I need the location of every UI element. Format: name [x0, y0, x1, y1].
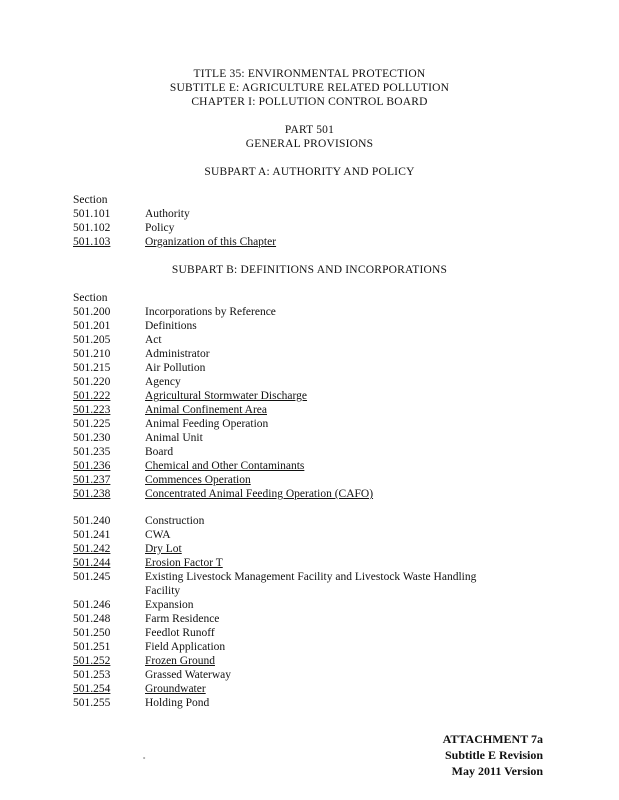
- section-title: Dry Lot: [145, 543, 182, 555]
- title-line: TITLE 35: ENVIRONMENTAL PROTECTION: [193, 68, 426, 80]
- section-title: Air Pollution: [145, 362, 206, 374]
- section-number: 501.240: [73, 515, 111, 527]
- section-number: 501.254: [73, 683, 111, 695]
- section-title: CWA: [145, 529, 171, 541]
- section-title: Grassed Waterway: [145, 669, 232, 681]
- subpart-b-heading: SUBPART B: DEFINITIONS AND INCORPORATIONS: [171, 264, 448, 276]
- section-number: 501.238: [73, 488, 111, 500]
- section-title: Field Application: [145, 641, 226, 653]
- section-title: Concentrated Animal Feeding Operation (CAFO): [145, 488, 374, 500]
- attachment-label: ATTACHMENT 7a: [442, 732, 543, 746]
- part-title: GENERAL PROVISIONS: [245, 138, 374, 150]
- section-title: Frozen Ground: [145, 655, 215, 667]
- section-number: 501.210: [73, 348, 111, 360]
- section-title: Administrator: [145, 348, 210, 360]
- section-number: 501.200: [73, 306, 111, 318]
- section-number: 501.253: [73, 669, 111, 681]
- section-number: 501.225: [73, 418, 111, 430]
- section-title: Policy: [145, 222, 175, 234]
- section-number: 501.205: [73, 334, 111, 346]
- section-number: 501.102: [73, 222, 111, 234]
- section-title: Erosion Factor T: [145, 557, 223, 569]
- section-number: 501.222: [73, 390, 111, 402]
- chapter-line: CHAPTER I: POLLUTION CONTROL BOARD: [191, 96, 428, 108]
- section-number: 501.235: [73, 446, 111, 458]
- section-number: 501.223: [73, 404, 111, 416]
- section-number: 501.101: [73, 208, 111, 220]
- scan-mark: °: [143, 757, 146, 763]
- part-number: PART 501: [284, 124, 335, 136]
- version-label: May 2011 Version: [451, 764, 543, 778]
- section-number: 501.237: [73, 474, 111, 486]
- section-number: 501.255: [73, 697, 111, 709]
- section-number: 501.244: [73, 557, 111, 569]
- section-title: Organization of this Chapter: [145, 236, 277, 248]
- section-label: Section: [73, 194, 108, 206]
- section-title: Act: [145, 334, 162, 346]
- revision-label: Subtitle E Revision: [444, 748, 543, 762]
- section-title: Agricultural Stormwater Discharge: [145, 390, 308, 402]
- section-title: Incorporations by Reference: [145, 306, 276, 318]
- section-number: 501.220: [73, 376, 111, 388]
- section-number: 501.252: [73, 655, 111, 667]
- section-title: Chemical and Other Contaminants: [145, 460, 305, 472]
- section-title: Groundwater: [145, 683, 206, 695]
- section-number: 501.250: [73, 627, 111, 639]
- section-title: Feedlot Runoff: [145, 627, 215, 639]
- subpart-a-heading: SUBPART A: AUTHORITY AND POLICY: [204, 166, 415, 178]
- section-title: Animal Unit: [145, 432, 203, 444]
- section-title: Existing Livestock Management Facility and Livestock Waste Handling Facility: [145, 571, 477, 597]
- section-title: Animal Feeding Operation: [145, 418, 269, 430]
- section-number: 501.215: [73, 362, 111, 374]
- section-number: 501.241: [73, 529, 111, 541]
- section-number: 501.251: [73, 641, 111, 653]
- section-title: Animal Confinement Area: [145, 404, 267, 416]
- section-title: Board: [145, 446, 174, 458]
- section-number: 501.201: [73, 320, 111, 332]
- section-title: Construction: [145, 515, 205, 527]
- section-number: 501.245: [73, 571, 111, 583]
- section-title: Farm Residence: [145, 613, 220, 625]
- section-number: 501.230: [73, 432, 111, 444]
- section-title: Authority: [145, 208, 190, 220]
- section-title: Holding Pond: [145, 697, 210, 709]
- section-label: Section: [73, 292, 108, 304]
- section-number: 501.246: [73, 599, 111, 611]
- section-title: Agency: [145, 376, 181, 388]
- section-title: Definitions: [145, 320, 197, 332]
- section-title: Expansion: [145, 599, 194, 611]
- subtitle-line: SUBTITLE E: AGRICULTURE RELATED POLLUTION: [169, 82, 450, 94]
- section-number: 501.242: [73, 543, 111, 555]
- section-title: Commences Operation: [145, 474, 251, 486]
- section-number: 501.103: [73, 236, 111, 248]
- section-number: 501.236: [73, 460, 111, 472]
- section-number: 501.248: [73, 613, 111, 625]
